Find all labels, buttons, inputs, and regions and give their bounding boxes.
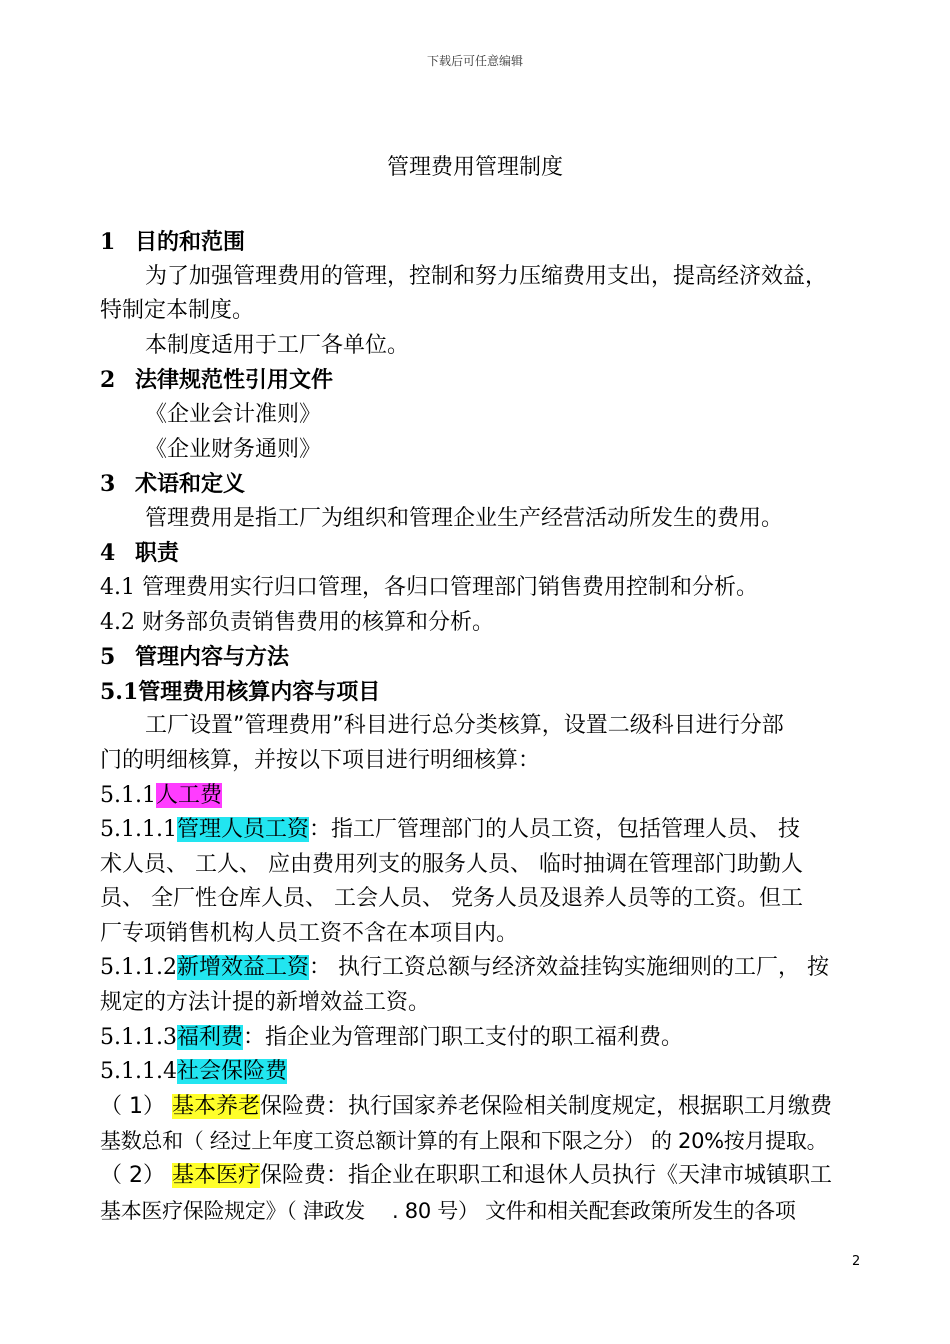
item-5-1-1-4: 5.1.1.4社会保险费: [100, 1059, 287, 1085]
reference-item: 《企业会计准则》: [145, 401, 322, 427]
paragraph: 规定的方法计提的新增效益工资。: [100, 990, 431, 1016]
paragraph: 特制定本制度。: [100, 298, 255, 324]
page-number: 2: [852, 1254, 861, 1269]
highlight-label: 新增效益工资: [176, 955, 309, 981]
item-5-1-1-1: 5.1.1.1管理人员工资：指工厂管理部门的人员工资，包括管理人员、 技: [100, 817, 800, 843]
highlight-label: 福利费: [176, 1024, 243, 1050]
section-heading-5: 5 管理内容与方法: [100, 644, 290, 671]
highlight-label: 基本医疗: [171, 1163, 260, 1189]
header-note: 下载后可任意编辑: [426, 54, 523, 68]
paragraph: 基数总和（ 经过上年度工资总额计算的有上限和下限之分） 的 20%按月提取。: [100, 1129, 828, 1154]
section-heading-2: 2 法律规范性引用文件: [100, 367, 334, 394]
reference-item: 《企业财务通则》: [145, 436, 322, 462]
clause-4-1: 4.1 管理费用实行归口管理，各归口管理部门销售费用控制和分析。: [100, 574, 758, 600]
paragraph: 工厂设置”管理费用”科目进行总分类核算，设置二级科目进行分部: [145, 713, 784, 739]
paragraph: 门的明细核算，并按以下项目进行明细核算：: [100, 747, 541, 773]
clause-4-2: 4.2 财务部负责销售费用的核算和分析。: [100, 609, 494, 635]
item-5-1-1: 5.1.1人工费: [100, 782, 222, 808]
item-5-1-1-2: 5.1.1.2新增效益工资： 执行工资总额与经济效益挂钩实施细则的工厂， 按: [100, 955, 829, 981]
paragraph: 本制度适用于工厂各单位。: [145, 332, 410, 358]
paragraph: 管理费用是指工厂为组织和管理企业生产经营活动所发生的费用。: [145, 505, 784, 531]
paragraph: 厂专项销售机构人员工资不含在本项目内。: [100, 920, 519, 946]
paragraph: 基本医疗保险规定》（ 津政发 . 80 号） 文件和相关配套政策所发生的各项: [100, 1198, 796, 1223]
section-heading-4: 4 职责: [100, 540, 180, 567]
section-heading-1: 1 目的和范围: [100, 229, 246, 255]
list-item-2: （ 2） 基本医疗保险费：指企业在职职工和退休人员执行《天津市城镇职工: [100, 1163, 833, 1189]
highlight-label: 社会保险费: [176, 1059, 287, 1085]
item-5-1-1-3: 5.1.1.3福利费：指企业为管理部门职工支付的职工福利费。: [100, 1024, 683, 1050]
highlight-label: 人工费: [155, 782, 222, 808]
highlight-label: 基本养老: [171, 1093, 260, 1119]
paragraph: 术人员、 工人、 应由费用列支的服务人员、 临时抽调在管理部门助勤人: [100, 851, 803, 877]
paragraph: 员、 全厂性仓库人员、 工会人员、 党务人员及退养人员等的工资。但工: [100, 886, 803, 912]
document-title: 管理费用管理制度: [386, 155, 563, 180]
paragraph: 为了加强管理费用的管理，控制和努力压缩费用支出，提高经济效益，: [145, 263, 828, 289]
highlight-label: 管理人员工资: [176, 817, 309, 843]
document-body: [100, 225, 870, 1228]
list-item-1: （ 1） 基本养老保险费：执行国家养老保险相关制度规定，根据职工月缴费: [100, 1093, 833, 1119]
subsection-heading-5-1: 5.1管理费用核算内容与项目: [100, 678, 381, 705]
section-heading-3: 3 术语和定义: [100, 471, 246, 498]
